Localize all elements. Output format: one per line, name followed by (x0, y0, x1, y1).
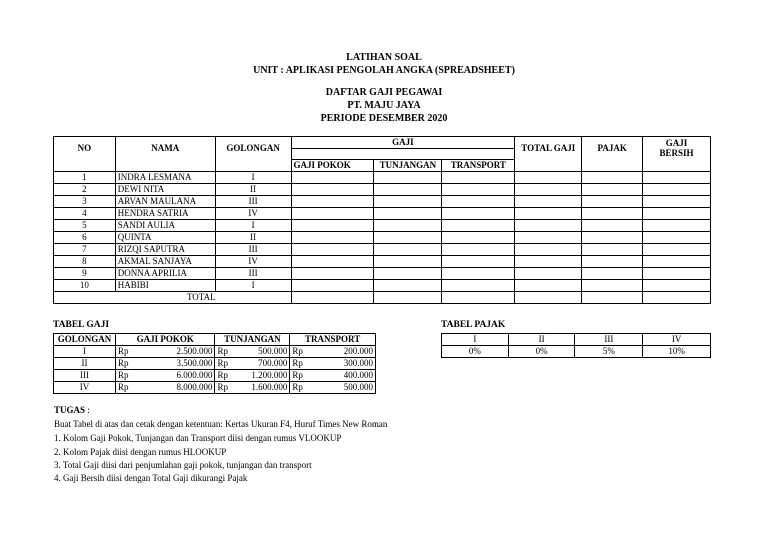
header-gaji-bersih-line1: GAJI (665, 138, 688, 149)
tabel-gaji-header: TUNJANGAN (215, 334, 290, 346)
row-nama: HENDRA SATRIA (115, 208, 215, 220)
row-nama: DEWI NITA (115, 184, 215, 196)
tabel-gaji-header: TRANSPORT (290, 334, 376, 346)
tugas-title: TUGAS (54, 405, 86, 415)
empty-cell (582, 280, 643, 292)
tabel-pajak-value: 0% (508, 346, 575, 358)
header-spacer (582, 160, 643, 172)
table-row (54, 370, 376, 382)
row-nama: ARVAN MAULANA (115, 196, 215, 208)
empty-cell (582, 172, 643, 184)
tabel-gaji-tunj (215, 346, 290, 358)
empty-cell (442, 244, 515, 256)
empty-cell (515, 208, 582, 220)
amount-value: 1.200.000 (251, 370, 288, 380)
empty-cell (515, 256, 582, 268)
row-no: 7 (54, 244, 116, 256)
header-spacer (643, 160, 711, 172)
tabel-gaji-pokok (115, 346, 215, 358)
row-golongan: III (215, 268, 291, 280)
empty-cell (442, 208, 515, 220)
empty-cell (442, 184, 515, 196)
empty-cell (374, 220, 442, 232)
header-doc-title: DAFTAR GAJI PEGAWAI (325, 87, 443, 98)
total-cell (643, 292, 711, 304)
empty-cell (643, 196, 711, 208)
empty-cell (291, 208, 374, 220)
tabel-gaji-golongan: I (54, 346, 116, 358)
header-total-gaji: TOTAL GAJI (515, 137, 582, 160)
table-row (54, 184, 711, 196)
currency-label: Rp (117, 358, 129, 368)
empty-cell (291, 256, 374, 268)
empty-cell (291, 220, 374, 232)
total-cell (291, 292, 374, 304)
header-pajak: PAJAK (582, 137, 643, 160)
empty-cell (643, 244, 711, 256)
empty-cell (582, 196, 643, 208)
table-row (54, 382, 376, 394)
header-no: NO (54, 137, 116, 160)
amount-value: 6.000.000 (176, 370, 213, 380)
empty-cell (374, 256, 442, 268)
tugas-line: Buat Tabel di atas dan cetak dengan ketentuan: Kertas Ukuran F4, Huruf Times New Roman (54, 419, 388, 429)
tabel-gaji-tunj (215, 358, 290, 370)
tabel-pajak-title: TABEL PAJAK (441, 320, 506, 330)
tugas-heading (54, 404, 90, 418)
empty-cell (515, 268, 582, 280)
row-golongan: III (215, 244, 291, 256)
row-no: 9 (54, 268, 116, 280)
row-golongan: I (215, 220, 291, 232)
amount-value: 2.500.000 (176, 346, 213, 356)
tabel-gaji-title: TABEL GAJI (53, 320, 110, 330)
row-golongan: I (215, 280, 291, 292)
tabel-gaji-trans (290, 358, 376, 370)
row-nama: DONNA APRILIA (115, 268, 215, 280)
row-no: 10 (54, 280, 116, 292)
tabel-gaji-pokok (115, 382, 215, 394)
currency-label: Rp (292, 382, 303, 392)
table-row (54, 244, 711, 256)
table-row (54, 358, 376, 370)
empty-cell (442, 280, 515, 292)
currency-label: Rp (117, 370, 129, 380)
empty-cell (643, 184, 711, 196)
currency-label: Rp (292, 346, 303, 356)
empty-cell (442, 196, 515, 208)
empty-cell (291, 268, 374, 280)
currency-label: Rp (217, 358, 228, 368)
total-cell (582, 292, 643, 304)
tabel-pajak-value: 5% (575, 346, 643, 358)
header-spacer (515, 160, 582, 172)
amount-value: 700.000 (258, 358, 288, 368)
tabel-gaji-tunj (215, 382, 290, 394)
empty-cell (374, 196, 442, 208)
table-row (54, 172, 711, 184)
empty-cell (291, 280, 374, 292)
amount-value: 8.000.000 (176, 382, 213, 392)
header-gaji: GAJI (291, 137, 515, 149)
amount-value: 400.000 (343, 370, 373, 380)
tabel-gaji-trans (290, 346, 376, 358)
empty-cell (291, 172, 374, 184)
row-no: 3 (54, 196, 116, 208)
tabel-pajak-header: I (442, 334, 509, 346)
empty-cell (374, 172, 442, 184)
empty-cell (374, 244, 442, 256)
header-nama: NAMA (115, 137, 215, 160)
tabel-gaji-pokok (115, 370, 215, 382)
header-gaji-pokok: GAJI POKOK (291, 160, 374, 172)
empty-cell (374, 232, 442, 244)
empty-cell (442, 172, 515, 184)
empty-cell (515, 196, 582, 208)
row-nama: HABIBI (115, 280, 215, 292)
header-gaji-bersih (643, 137, 711, 160)
empty-cell (442, 232, 515, 244)
empty-cell (582, 208, 643, 220)
empty-cell (582, 220, 643, 232)
header-spacer (215, 160, 291, 172)
empty-cell (515, 220, 582, 232)
header-subtitle: UNIT : APLIKASI PENGOLAH ANGKA (SPREADSHEET) (253, 65, 515, 76)
tabel-pajak (441, 333, 711, 358)
header-gaji-bersih-line2: BERSIH (659, 148, 694, 159)
empty-cell (291, 244, 374, 256)
table-row (54, 196, 711, 208)
empty-cell (291, 232, 374, 244)
header-title: LATIHAN SOAL (346, 52, 422, 63)
header-golongan: GOLONGAN (215, 137, 291, 160)
total-cell (442, 292, 515, 304)
tugas-line: 3. Total Gaji diisi dari penjumlahan gaji pokok, tunjangan dan transport (54, 460, 312, 470)
tabel-pajak-value: 10% (643, 346, 711, 358)
row-nama: RIZQI SAPUTRA (115, 244, 215, 256)
table-row (54, 280, 711, 292)
total-label: TOTAL (54, 292, 292, 304)
empty-cell (442, 220, 515, 232)
empty-cell (515, 172, 582, 184)
row-nama: SANDI AULIA (115, 220, 215, 232)
table-row (54, 208, 711, 220)
row-no: 4 (54, 208, 116, 220)
currency-label: Rp (117, 346, 129, 356)
amount-value: 500.000 (343, 382, 373, 392)
empty-cell (643, 268, 711, 280)
amount-value: 1.600.000 (251, 382, 288, 392)
empty-cell (643, 220, 711, 232)
header-transport: TRANSPORT (442, 160, 515, 172)
table-row (54, 220, 711, 232)
tabel-gaji-golongan: III (54, 370, 116, 382)
empty-cell (515, 232, 582, 244)
empty-cell (643, 256, 711, 268)
currency-label: Rp (217, 382, 228, 392)
empty-cell (442, 256, 515, 268)
empty-cell (643, 280, 711, 292)
total-cell (515, 292, 582, 304)
currency-label: Rp (292, 358, 303, 368)
header-period: PERIODE DESEMBER 2020 (320, 113, 448, 124)
tabel-gaji-tunj (215, 370, 290, 382)
table-row (54, 346, 376, 358)
row-no: 8 (54, 256, 116, 268)
tabel-gaji-golongan: IV (54, 382, 116, 394)
empty-cell (515, 244, 582, 256)
row-golongan: I (215, 172, 291, 184)
empty-cell (643, 172, 711, 184)
empty-cell (374, 208, 442, 220)
header-spacer (115, 160, 215, 172)
tabel-pajak-header: IV (643, 334, 711, 346)
main-salary-table (53, 136, 711, 304)
empty-cell (291, 196, 374, 208)
currency-label: Rp (117, 382, 129, 392)
empty-cell (582, 184, 643, 196)
tabel-gaji-trans (290, 370, 376, 382)
empty-cell (515, 184, 582, 196)
row-golongan: II (215, 184, 291, 196)
tabel-gaji-pokok (115, 358, 215, 370)
row-no: 1 (54, 172, 116, 184)
total-cell (374, 292, 442, 304)
currency-label: Rp (292, 370, 303, 380)
empty-cell (374, 268, 442, 280)
row-golongan: IV (215, 256, 291, 268)
empty-cell (582, 232, 643, 244)
tabel-pajak-header: II (508, 334, 575, 346)
row-nama: QUINTA (115, 232, 215, 244)
amount-value: 200.000 (343, 346, 373, 356)
empty-cell (374, 280, 442, 292)
tabel-pajak-header: III (575, 334, 643, 346)
empty-cell (582, 244, 643, 256)
empty-cell (643, 208, 711, 220)
empty-cell (442, 268, 515, 280)
tabel-gaji-golongan: II (54, 358, 116, 370)
table-row (54, 268, 711, 280)
row-no: 2 (54, 184, 116, 196)
row-nama: AKMAL SANJAYA (115, 256, 215, 268)
empty-cell (582, 268, 643, 280)
empty-cell (291, 184, 374, 196)
table-row (54, 232, 711, 244)
tugas-line: 1. Kolom Gaji Pokok, Tunjangan dan Transport diisi dengan rumus VLOOKUP (54, 433, 342, 443)
row-no: 6 (54, 232, 116, 244)
row-nama: INDRA LESMANA (115, 172, 215, 184)
tabel-gaji-trans (290, 382, 376, 394)
row-no: 5 (54, 220, 116, 232)
amount-value: 3.500.000 (176, 358, 213, 368)
header-company: PT. MAJU JAYA (347, 100, 421, 111)
empty-cell (582, 256, 643, 268)
header-spacer (54, 160, 116, 172)
tabel-gaji-header: GAJI POKOK (115, 334, 215, 346)
currency-label: Rp (217, 346, 228, 356)
tugas-colon: : (85, 405, 90, 415)
amount-value: 300.000 (343, 358, 373, 368)
tabel-gaji-header: GOLONGAN (54, 334, 116, 346)
amount-value: 500.000 (258, 346, 288, 356)
currency-label: Rp (217, 370, 228, 380)
row-golongan: IV (215, 208, 291, 220)
row-golongan: III (215, 196, 291, 208)
header-tunjangan: TUNJANGAN (374, 160, 442, 172)
tugas-line: 2. Kolom Pajak diisi dengan rumus HLOOKUP (54, 447, 227, 457)
tabel-pajak-value: 0% (442, 346, 509, 358)
table-row (54, 256, 711, 268)
tabel-gaji (53, 333, 376, 394)
row-golongan: II (215, 232, 291, 244)
empty-cell (374, 184, 442, 196)
empty-cell (515, 280, 582, 292)
tugas-line: 4. Gaji Bersih diisi dengan Total Gaji dikurangi Pajak (54, 473, 248, 483)
empty-cell (643, 232, 711, 244)
